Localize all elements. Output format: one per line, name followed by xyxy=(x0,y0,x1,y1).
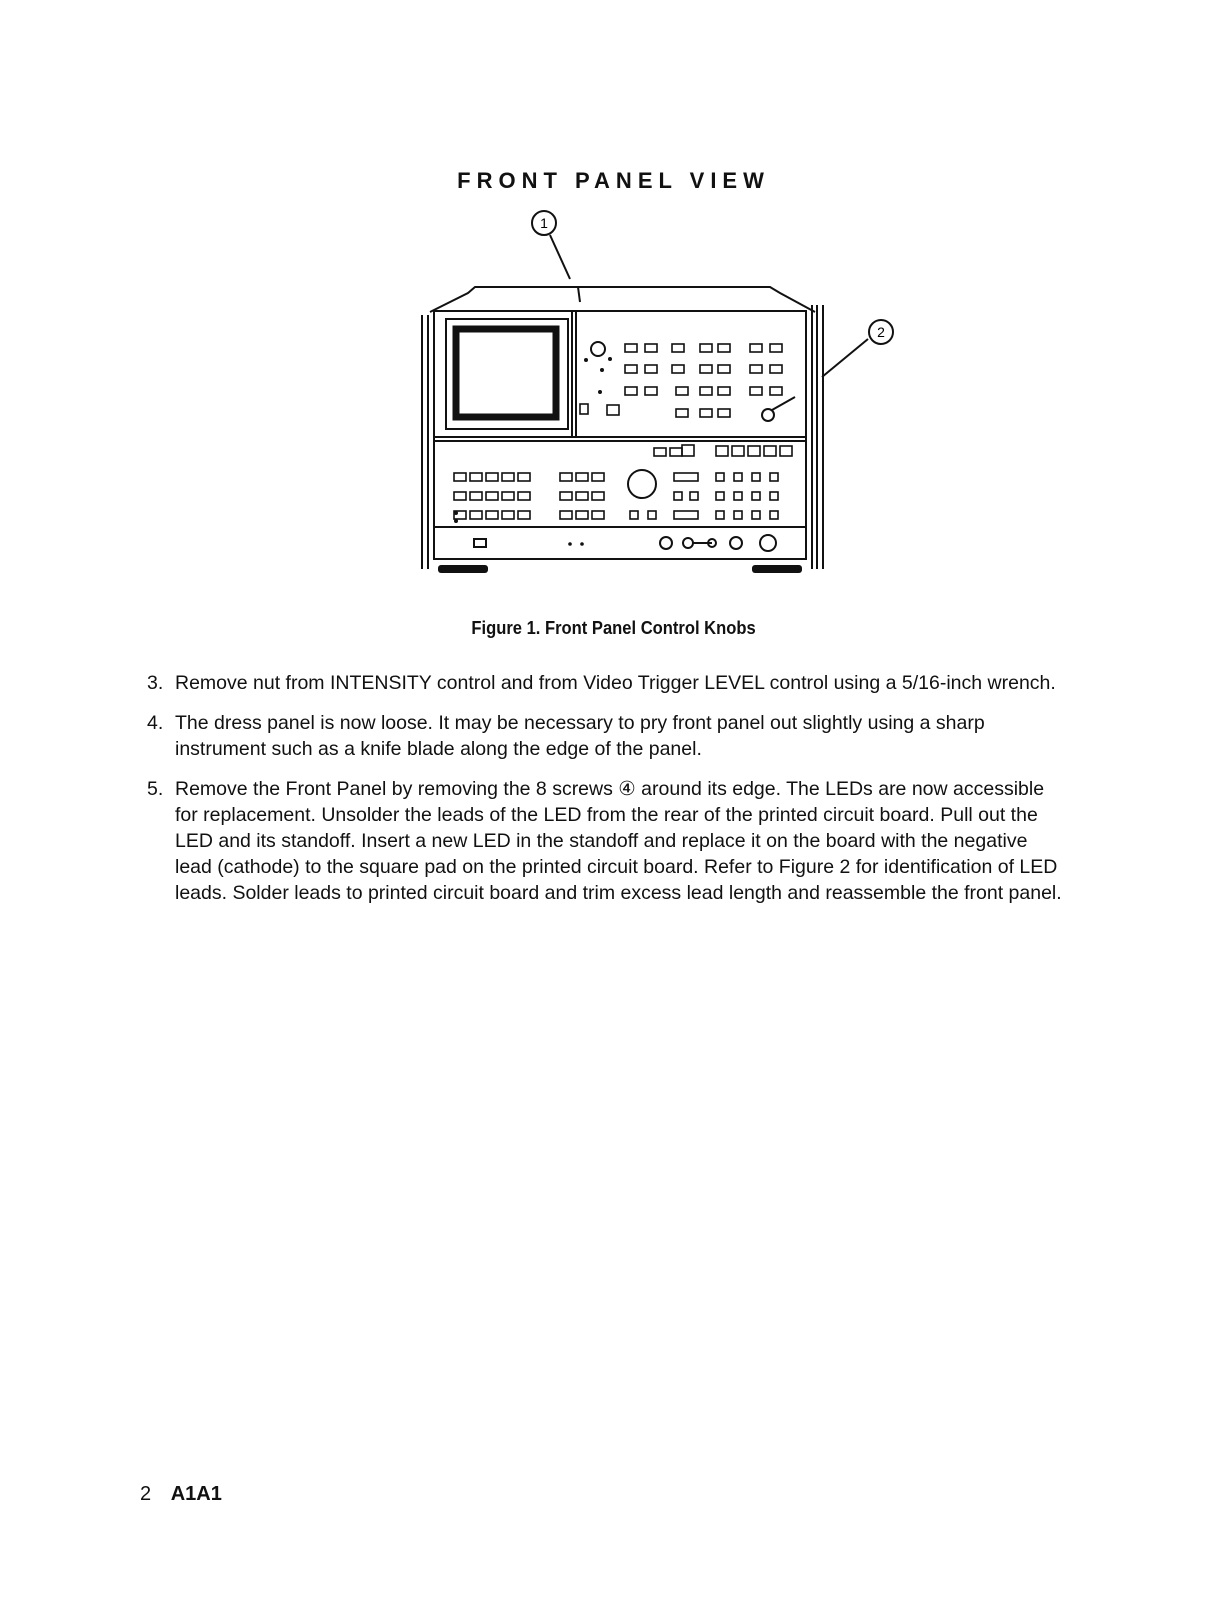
front-panel-drawing xyxy=(420,205,920,595)
step-item xyxy=(147,670,1067,696)
crt-screen xyxy=(456,329,556,417)
procedure-steps xyxy=(147,670,1067,920)
callout-1-leader xyxy=(550,235,570,279)
page-footer xyxy=(140,1483,222,1506)
step-number: 3. xyxy=(147,672,164,694)
step-item xyxy=(147,776,1067,906)
step-item xyxy=(147,710,1067,762)
callout-2-leader xyxy=(822,339,868,377)
step-text: The dress panel is now loose. It may be necessary to pry front panel out slightly using a sharp instrument such as a knife blade along the edge of the panel. xyxy=(175,712,985,760)
step-number: 5. xyxy=(147,778,164,800)
step-number: 4. xyxy=(147,712,164,734)
tuning-knob xyxy=(628,470,656,498)
section-label: A1A1 xyxy=(170,1483,222,1505)
front-panel-figure xyxy=(420,205,920,595)
figure-caption: Figure 1. Front Panel Control Knobs xyxy=(471,618,756,638)
crt-bezel xyxy=(446,319,568,429)
trigger-level-knob xyxy=(762,409,774,421)
page-title: FRONT PANEL VIEW xyxy=(457,168,770,193)
page-number: 2 xyxy=(140,1483,152,1505)
callout-2-label: 2 xyxy=(877,324,885,340)
step-text: Remove the Front Panel by removing the 8 screws ④ around its edge. The LEDs are now accessible for replacement. Unsolder the leads of the LED from the rear of the printed circuit board. Pull out the LED and its standoff. Insert a new LED in the standoff and replace it on the board with the negative lead (cathode) to the square pad on the printed circuit board. Refer to Figure 2 for identification of LED leads. Solder leads to printed circuit board and trim excess lead length and reassemble the front panel. xyxy=(175,778,1062,904)
callout-1-label: 1 xyxy=(540,215,548,231)
step-text: Remove nut from INTENSITY control and from Video Trigger LEVEL control using a 5/16-inch wrench. xyxy=(175,672,1056,694)
intensity-knob xyxy=(591,342,605,356)
housing-top xyxy=(430,287,815,312)
